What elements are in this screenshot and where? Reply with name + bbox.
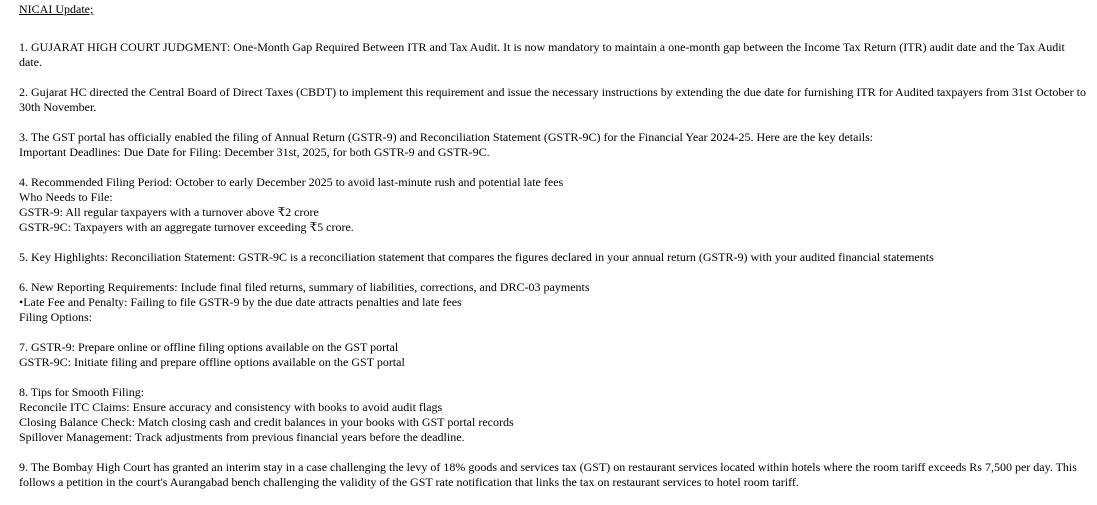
paragraph-line: 3. The GST portal has officially enabled the filing of Annual Return (GSTR-9) and Reconciliation Statement (GSTR-9C) for the Financial Year 2024-25. Here are the key details: <box>19 130 874 144</box>
paragraph-line: Important Deadlines: Due Date for Filing: December 31st, 2025, for both GSTR-9 and GSTR-9C. <box>19 145 490 159</box>
document-title: NICAI Update; <box>19 2 94 16</box>
paragraph-line: 7. GSTR-9: Prepare online or offline filing options available on the GST portal <box>19 340 399 354</box>
paragraph-9 <box>19 460 1089 490</box>
paragraph-line: Spillover Management: Track adjustments from previous financial years before the deadline. <box>19 430 465 444</box>
paragraph-line: 1. GUJARAT HIGH COURT JUDGMENT: One-Month Gap Required Between ITR and Tax Audit. It is now mandatory to maintain a one-month gap between the Income Tax Return (ITR) audit date and the Tax Audit date. <box>19 40 1065 69</box>
paragraph-4 <box>19 175 1089 235</box>
paragraph-3 <box>19 130 1089 160</box>
paragraph-line: 5. Key Highlights: Reconciliation Statement: GSTR-9C is a reconciliation statement that compares the figures declared in your annual return (GSTR-9) with your audited financial statements <box>19 250 934 264</box>
paragraph-line: Reconcile ITC Claims: Ensure accuracy and consistency with books to avoid audit flags <box>19 400 443 414</box>
paragraph-list <box>19 40 1089 490</box>
paragraph-line: •Late Fee and Penalty: Failing to file GSTR-9 by the due date attracts penalties and late fees <box>19 295 462 309</box>
paragraph-line: Who Needs to File: <box>19 190 113 204</box>
paragraph-5 <box>19 250 1089 265</box>
paragraph-6 <box>19 280 1089 325</box>
paragraph-2 <box>19 85 1089 115</box>
paragraph-line: 4. Recommended Filing Period: October to early December 2025 to avoid last-minute rush and potential late fees <box>19 175 564 189</box>
paragraph-line: Closing Balance Check: Match closing cash and credit balances in your books with GST portal records <box>19 415 514 429</box>
paragraph-line: GSTR-9C: Taxpayers with an aggregate turnover exceeding ₹5 crore. <box>19 220 354 234</box>
paragraph-line: Filing Options: <box>19 310 93 324</box>
document-body <box>19 2 1089 505</box>
paragraph-line: 6. New Reporting Requirements: Include final filed returns, summary of liabilities, corrections, and DRC-03 payments <box>19 280 590 294</box>
paragraph-1 <box>19 40 1089 70</box>
paragraph-line: 8. Tips for Smooth Filing: <box>19 385 145 399</box>
paragraph-7 <box>19 340 1089 370</box>
paragraph-line: GSTR-9C: Initiate filing and prepare offline options available on the GST portal <box>19 355 405 369</box>
paragraph-line: 2. Gujarat HC directed the Central Board of Direct Taxes (CBDT) to implement this requirement and issue the necessary instructions by extending the due date for furnishing ITR for Audited taxpayers from 31st October to 30th November. <box>19 85 1086 114</box>
paragraph-line: GSTR-9: All regular taxpayers with a turnover above ₹2 crore <box>19 205 319 219</box>
paragraph-line: 9. The Bombay High Court has granted an interim stay in a case challenging the levy of 18% goods and services tax (GST) on restaurant services located within hotels where the room tariff exceeds Rs 7,500 per day. This follows a petition in the court's Aurangabad bench challenging the validity of the GST rate notification that links the tax on restaurant services to hotel room tariff. <box>19 460 1077 489</box>
paragraph-8 <box>19 385 1089 445</box>
